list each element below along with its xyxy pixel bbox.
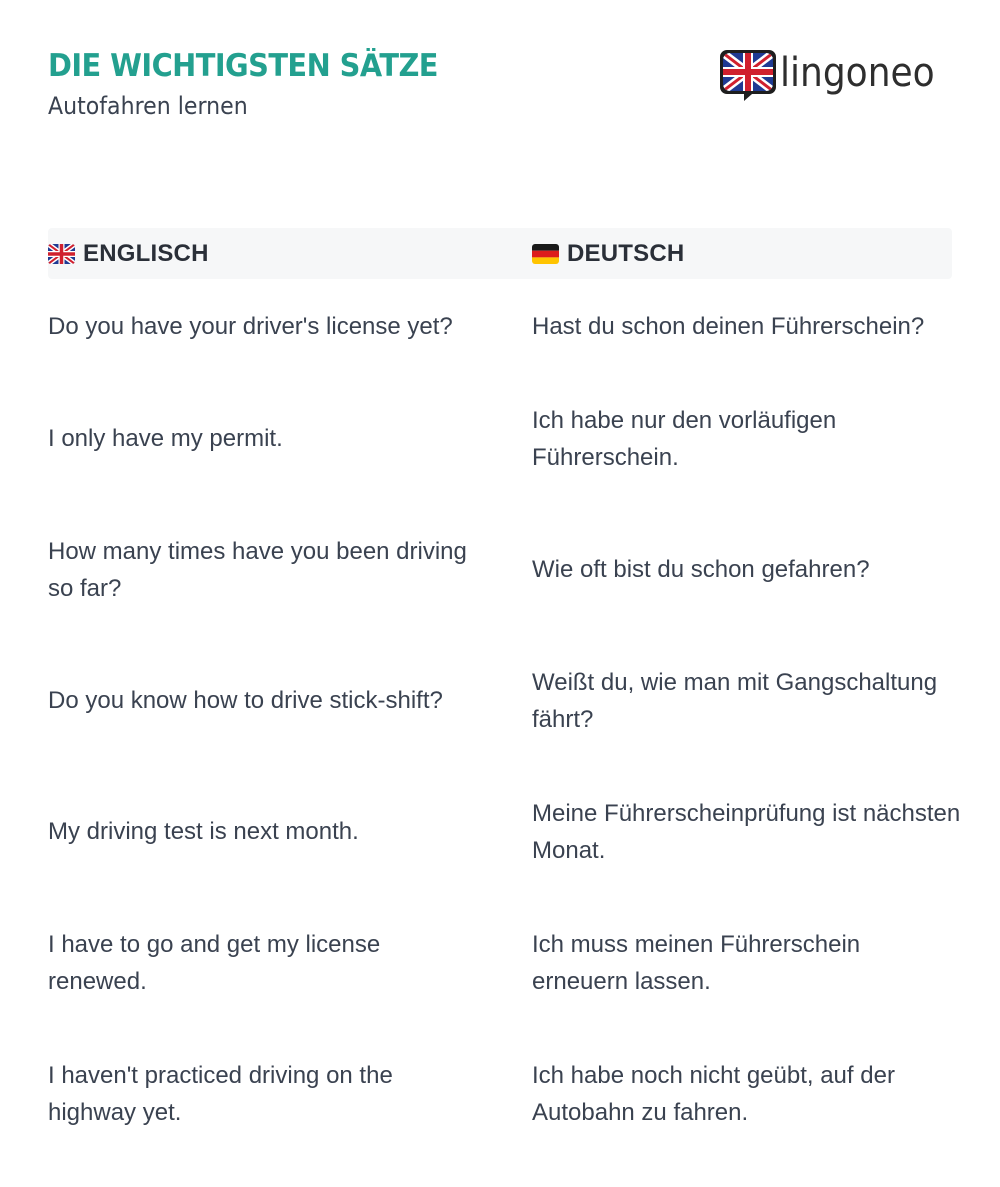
table-row [48, 279, 952, 373]
table-row [48, 373, 952, 504]
english-phrase: I have to go and get my license renewed. [48, 930, 381, 995]
page-header [48, 44, 952, 134]
english-phrase: My driving test is next month. [48, 818, 359, 845]
german-phrase: Ich muss meinen Führerschein erneuern lassen. [532, 930, 861, 995]
table-row [48, 504, 952, 635]
english-phrase: I only have my permit. [48, 425, 283, 452]
english-phrase: How many times have you been driving so far? [48, 537, 467, 602]
german-phrase: Wie oft bist du schon gefahren? [532, 556, 870, 583]
page-subtitle: Autofahren lernen [48, 92, 248, 120]
germany-flag-icon [532, 244, 559, 264]
logo-text: lingoneo [780, 50, 935, 96]
german-phrase: Weißt du, wie man mit Gangschaltung fährt? [532, 668, 938, 733]
table-row [48, 897, 952, 1028]
table-body [48, 279, 961, 1159]
german-phrase: Meine Führerscheinprüfung ist nächsten Monat. [532, 799, 961, 864]
uk-flag-icon [48, 244, 75, 264]
column-header-german [532, 228, 684, 279]
german-phrase: Ich habe nur den vorläufigen Führerschein. [532, 406, 837, 471]
table-row [48, 766, 961, 897]
page-title: DIE WICHTIGSTEN SÄTZE [48, 48, 438, 84]
column-header-german-label: DEUTSCH [567, 239, 685, 267]
column-header-english-label: ENGLISCH [83, 239, 209, 267]
lingoneo-logo[interactable] [720, 50, 952, 104]
english-phrase: Do you have your driver's license yet? [48, 312, 453, 340]
english-phrase: Do you know how to drive stick-shift? [48, 687, 443, 714]
german-phrase: Ich habe noch nicht geübt, auf der Autobahn zu fahren. [532, 1061, 895, 1126]
column-header-english [48, 228, 209, 279]
table-header [48, 228, 952, 279]
table-row [48, 1028, 952, 1159]
english-phrase: I haven't practiced driving on the highway yet. [48, 1061, 393, 1126]
phrase-table [48, 228, 961, 1159]
table-row [48, 635, 952, 766]
uk-flag-speech-bubble-icon [720, 50, 776, 102]
german-phrase: Hast du schon deinen Führerschein? [532, 312, 925, 340]
